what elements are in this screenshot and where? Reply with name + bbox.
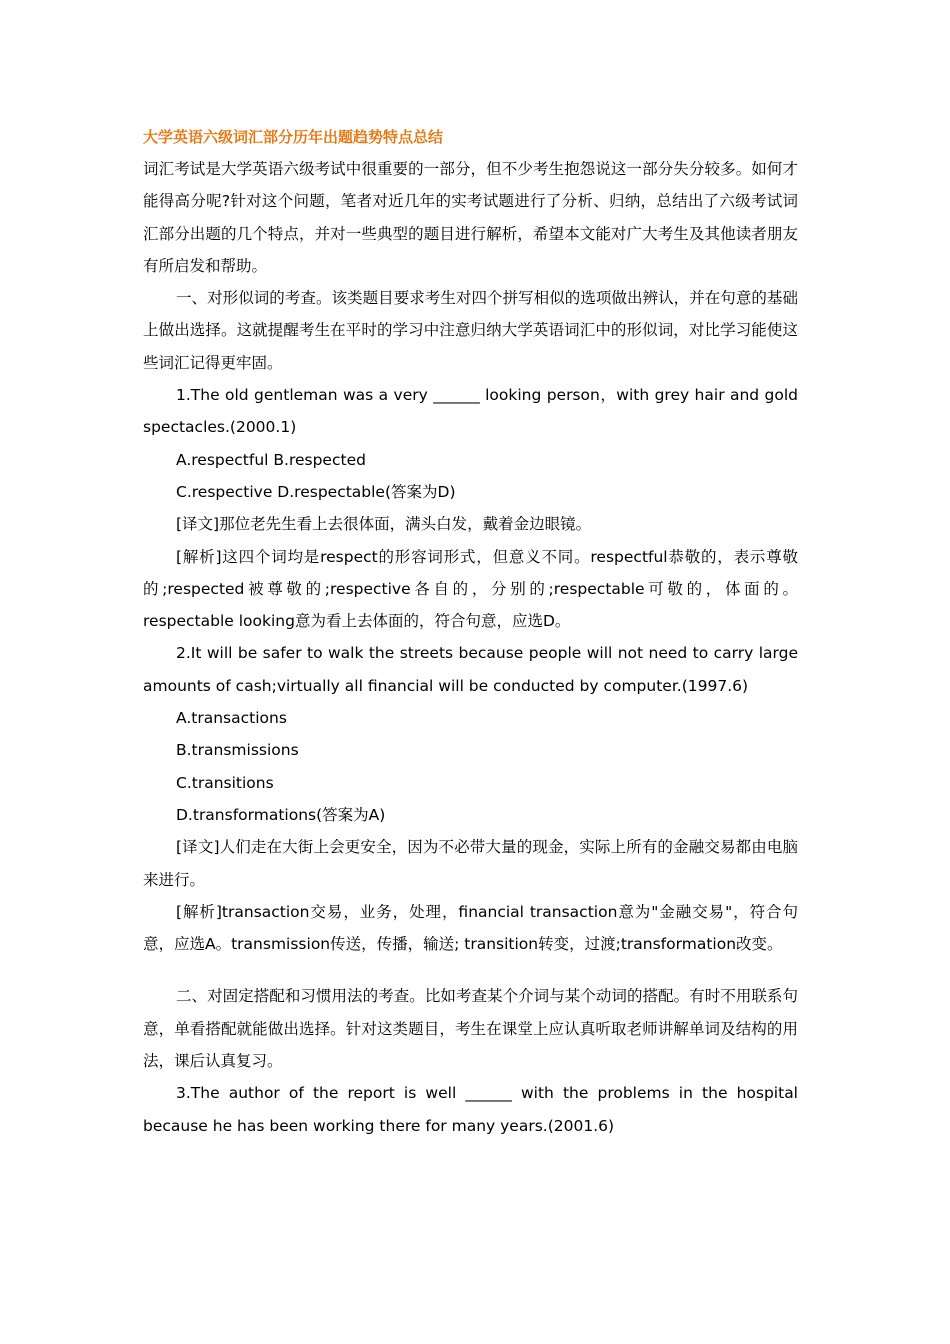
- section-two-heading: 二、对固定搭配和习惯用法的考查。比如考查某个介词与某个动词的搭配。有时不用联系句意，单看搭配就能做出选择。针对这类题目，考生在课堂上应认真听取老师讲解单词及结构的用法，课后认真复习。: [143, 987, 798, 1071]
- question-3: 3.The author of the report is well ______ with the problems in the hospital because he has been working there for many years.(2001.6): [143, 1084, 798, 1135]
- question-1-analysis: [解析]这四个词均是respect的形容词形式，但意义不同。respectful恭敬的，表示尊敬的;respected被尊敬的;respective各自的，分别的;respectable可敬的，体面的。respectable looking意为看上去体面的，符合句意，应选D。: [143, 547, 798, 631]
- question-2-option-b: B.transmissions: [176, 741, 299, 760]
- question-2-option-d: D.transformations(答案为A): [176, 805, 386, 824]
- question-2: 2.It will be safer to walk the streets because people will not need to carry large amounts of cash;virtually all financial will be conducted by computer.(1997.6): [143, 644, 798, 695]
- document-title: 大学英语六级词汇部分历年出题趋势特点总结: [143, 128, 444, 146]
- question-1-translation: [译文]那位老先生看上去很体面，满头白发，戴着金边眼镜。: [176, 515, 592, 534]
- question-2-option-c: C.transitions: [176, 773, 274, 792]
- question-1-options-ab: A.respectful B.respected: [176, 450, 366, 469]
- question-2-option-a: A.transactions: [176, 709, 287, 728]
- document-page: [143, 121, 798, 1142]
- question-1: 1.The old gentleman was a very ______ looking person，with grey hair and gold spectacles.(2000.1): [143, 386, 798, 437]
- question-2-analysis: [解析]transaction交易，业务，处理，financial transaction意为"金融交易"，符合句意，应选A。transmission传送，传播，输送; transition转变，过渡;transformation改变。: [143, 902, 798, 954]
- question-2-translation: [译文]人们走在大街上会更安全，因为不必带大量的现金，实际上所有的金融交易都由电脑来进行。: [143, 838, 798, 889]
- section-one-heading: 一、对形似词的考查。该类题目要求考生对四个拼写相似的选项做出辨认，并在句意的基础上做出选择。这就提醒考生在平时的学习中注意归纳大学英语词汇中的形似词，对比学习能使这些词汇记得更牢固。: [143, 289, 798, 372]
- paragraph-spacer: [143, 960, 798, 980]
- intro-paragraph: 词汇考试是大学英语六级考试中很重要的一部分，但不少考生抱怨说这一部分失分较多。如何才能得高分呢?针对这个问题，笔者对近几年的实考试题进行了分析、归纳，总结出了六级考试词汇部分出题的几个特点，并对一些典型的题目进行解析，希望本文能对广大考生及其他读者朋友有所启发和帮助。: [143, 160, 798, 275]
- question-1-options-cd: C.respective D.respectable(答案为D): [176, 482, 456, 501]
